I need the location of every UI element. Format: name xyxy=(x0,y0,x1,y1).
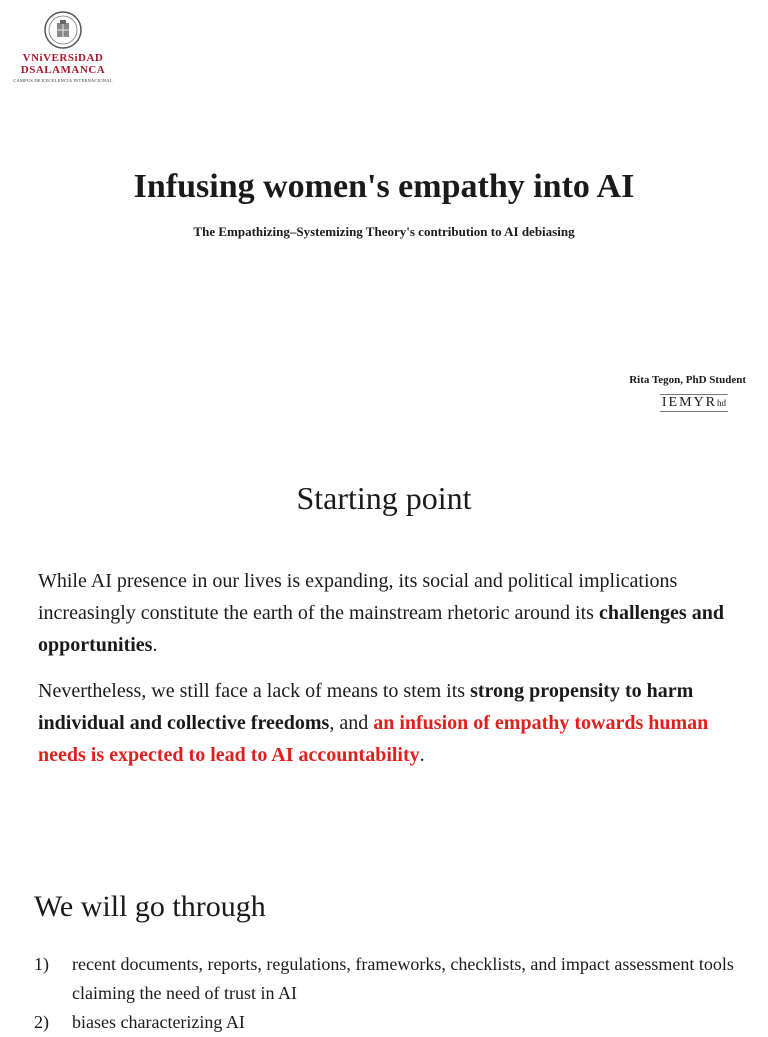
p2-mid: , and xyxy=(329,712,374,734)
p1-text: While AI presence in our lives is expanding, its social and political implications increasingly constitute the earth of the mainstream rhetoric around its xyxy=(38,570,678,624)
agenda-slide xyxy=(0,850,768,1032)
p2-highlight: an infusion of empathy towards human needs is expected to lead to AI accountability xyxy=(38,712,709,766)
p1-bold: challenges and opportunities xyxy=(38,602,724,656)
p1-end: . xyxy=(152,634,158,656)
author-name: Rita Tegon, PhD Student xyxy=(629,374,746,386)
p2-end: . xyxy=(419,744,425,766)
list-item xyxy=(34,950,744,1008)
p2-bold: strong propensity to harm individual and collective freedoms xyxy=(38,680,694,734)
presentation-subtitle: The Empathizing–Systemizing Theory's contribution to AI debiasing xyxy=(193,224,575,239)
list-item-number: 1) xyxy=(34,954,49,974)
logo-tagline: CAMPUS DE EXCELENCIA INTERNACIONAL xyxy=(13,78,113,83)
institute-logo xyxy=(660,394,728,412)
slide-heading: Starting point xyxy=(296,480,472,516)
university-logo xyxy=(8,10,118,84)
list-item-text: biases characterizing AI xyxy=(72,1012,245,1032)
list-item-text: recent documents, reports, regulations, frameworks, checklists, and impact assessment tools claiming the need of trust in AI xyxy=(72,954,734,1003)
paragraph-2 xyxy=(38,675,738,771)
starting-point-slide xyxy=(0,470,768,850)
logo-text-line2: DSALAMANCA xyxy=(20,64,106,76)
presentation-title: Infusing women's empathy into AI xyxy=(133,168,635,205)
logo-text-line1: VNiVERSiDAD xyxy=(22,52,104,64)
p2-text: Nevertheless, we still face a lack of means to stem its xyxy=(38,680,471,702)
institute-logo-main: IEMYR xyxy=(661,395,717,410)
slide-heading: We will go through xyxy=(34,890,266,923)
title-slide xyxy=(0,0,768,470)
university-seal-icon xyxy=(43,10,83,50)
institute-logo-suffix: hd xyxy=(717,398,726,408)
paragraph-1 xyxy=(38,565,738,661)
list-item-number: 2) xyxy=(34,1012,49,1032)
list-item xyxy=(34,1008,744,1037)
